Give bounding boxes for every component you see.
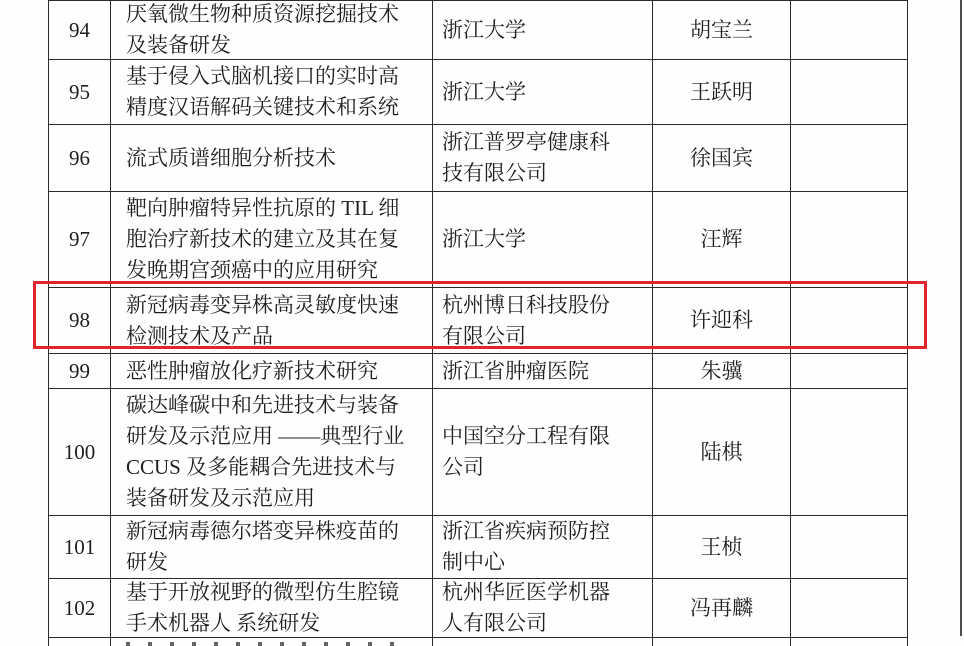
table-row xyxy=(49,516,908,579)
project-title: 新冠病毒变异株高灵敏度快速检测技术及产品 xyxy=(111,288,433,353)
organization: 浙江普罗亭健康科技有限公司 xyxy=(433,125,653,191)
table-row xyxy=(49,125,908,192)
table-row-highlighted xyxy=(49,288,908,354)
row-number xyxy=(49,638,111,646)
table-row xyxy=(49,579,908,638)
row-number: 96 xyxy=(49,125,111,191)
project-title xyxy=(111,638,433,646)
empty-cell xyxy=(791,354,908,388)
organization: 中国空分工程有限公司 xyxy=(433,389,653,515)
organization: 浙江省疾病预防控制中心 xyxy=(433,516,653,578)
organization xyxy=(433,638,653,646)
organization: 浙江省肿瘤医院 xyxy=(433,354,653,388)
empty-cell xyxy=(791,60,908,124)
row-number: 97 xyxy=(49,192,111,287)
project-title: 基于开放视野的微型仿生腔镜手术机器人 系统研发 xyxy=(111,579,433,637)
empty-cell xyxy=(791,125,908,191)
empty-cell xyxy=(791,638,908,646)
leader-name: 王跃明 xyxy=(653,60,791,124)
table-row xyxy=(49,60,908,125)
table-row xyxy=(49,0,908,60)
table-row-clipped xyxy=(49,638,908,646)
organization: 浙江大学 xyxy=(433,1,653,59)
table-row xyxy=(49,389,908,516)
row-number: 98 xyxy=(49,288,111,353)
organization: 杭州华匠医学机器人有限公司 xyxy=(433,579,653,637)
row-number: 100 xyxy=(49,389,111,515)
empty-cell xyxy=(791,579,908,637)
project-title: 厌氧微生物种质资源挖掘技术及装备研发 xyxy=(111,1,433,59)
row-number: 95 xyxy=(49,60,111,124)
project-title: 流式质谱细胞分析技术 xyxy=(111,125,433,191)
leader-name: 许迎科 xyxy=(653,288,791,353)
row-number: 102 xyxy=(49,579,111,637)
leader-name xyxy=(653,638,791,646)
leader-name: 胡宝兰 xyxy=(653,1,791,59)
organization: 浙江大学 xyxy=(433,60,653,124)
leader-name: 徐国宾 xyxy=(653,125,791,191)
project-title: 靶向肿瘤特异性抗原的 TIL 细胞治疗新技术的建立及其在复发晚期宫颈癌中的应用研究 xyxy=(111,192,433,287)
project-title: 基于侵入式脑机接口的实时高精度汉语解码关键技术和系统 xyxy=(111,60,433,124)
clipped-text-fragment xyxy=(126,642,410,646)
organization: 杭州博日科技股份有限公司 xyxy=(433,288,653,353)
empty-cell xyxy=(791,1,908,59)
row-number: 94 xyxy=(49,1,111,59)
leader-name: 冯再麟 xyxy=(653,579,791,637)
organization: 浙江大学 xyxy=(433,192,653,287)
row-number: 99 xyxy=(49,354,111,388)
empty-cell xyxy=(791,389,908,515)
page-right-edge-line xyxy=(960,0,962,636)
project-title: 恶性肿瘤放化疗新技术研究 xyxy=(111,354,433,388)
project-title: 碳达峰碳中和先进技术与装备研发及示范应用 ——典型行业 CCUS 及多能耦合先进技术与装备研发及示范应用 xyxy=(111,389,433,515)
leader-name: 陆棋 xyxy=(653,389,791,515)
table-row xyxy=(49,192,908,288)
leader-name: 汪辉 xyxy=(653,192,791,287)
empty-cell xyxy=(791,516,908,578)
project-title: 新冠病毒德尔塔变异株疫苗的研发 xyxy=(111,516,433,578)
empty-cell xyxy=(791,288,908,353)
leader-name: 朱骥 xyxy=(653,354,791,388)
row-number: 101 xyxy=(49,516,111,578)
project-approval-table xyxy=(48,0,908,646)
empty-cell xyxy=(791,192,908,287)
table-row xyxy=(49,354,908,389)
leader-name: 王桢 xyxy=(653,516,791,578)
